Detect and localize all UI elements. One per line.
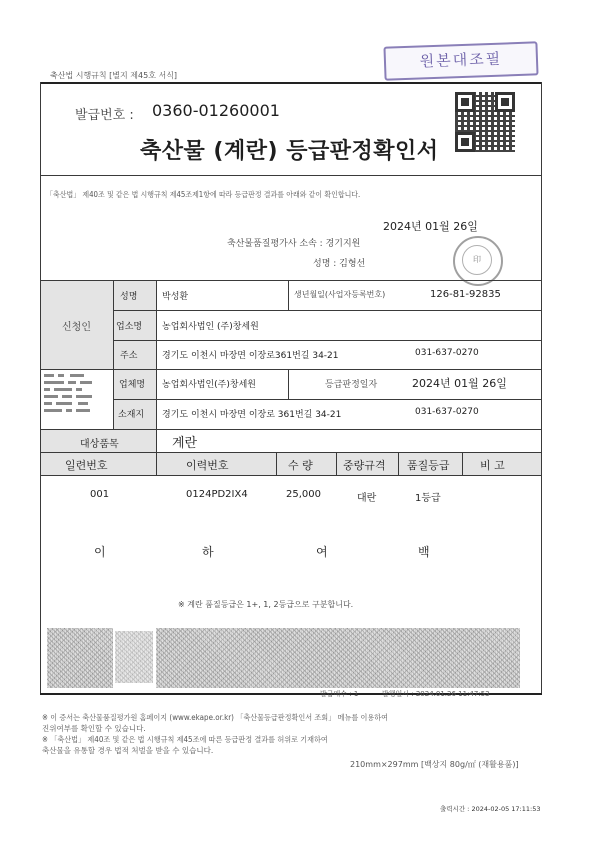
company-value: 농업회사법인 (주)창세원 xyxy=(162,322,259,332)
security-pattern-right xyxy=(156,628,520,688)
facility-location-value: 경기도 이천시 마장면 이장로 361번길 34-21 xyxy=(162,410,342,420)
document-code-graphic xyxy=(42,372,98,416)
applicant-regno-label: 생년월일(사업자등록번호) xyxy=(294,290,386,299)
security-pattern-mid xyxy=(115,631,153,683)
v-field-label xyxy=(156,280,157,429)
applicant-name-value: 박성환 xyxy=(162,292,189,302)
table-header-line xyxy=(40,475,542,476)
cell-quantity: 25,000 xyxy=(286,489,321,500)
frame-top xyxy=(40,82,542,84)
facility-date-value: 2024년 01월 26일 xyxy=(412,377,507,390)
divider-title xyxy=(40,175,542,176)
intro-text: 「축산법」 제40조 및 같은 법 시행규칙 제45조제1항에 따라 등급판정 결과를 아래와 같이 확인합니다. xyxy=(46,190,361,199)
v-target xyxy=(156,429,157,452)
form-header: 축산법 시행규칙 [별지 제45호 서식] xyxy=(50,71,178,80)
cell-grade: 1등급 xyxy=(415,493,441,504)
row-line-1 xyxy=(113,310,542,311)
v-col-4 xyxy=(398,452,399,475)
facility-name-label: 업체명 xyxy=(119,380,146,390)
v-col-3 xyxy=(336,452,337,475)
row-line-4 xyxy=(113,399,542,400)
paper-spec: 210mm×297mm [백상지 80g/㎡ (재활용품)] xyxy=(350,760,519,769)
footer-note-2: 진위여부를 확인할 수 있습니다. xyxy=(42,724,146,733)
applicant-section-label: 신청인 xyxy=(62,322,91,333)
col-header-trace: 이력번호 xyxy=(186,459,229,472)
security-pattern-left xyxy=(47,628,113,688)
cell-serial: 001 xyxy=(90,489,110,500)
target-label: 대상품목 xyxy=(80,439,119,450)
applicant-name-label: 성명 xyxy=(120,292,138,302)
below-marker-4: 백 xyxy=(418,545,430,559)
footer-note-3: ※ 「축산법」 제40조 및 같은 법 시행규칙 제45조에 따른 등급판정 결과를 허위로 기재하여 xyxy=(42,735,328,744)
below-marker-2: 하 xyxy=(202,545,214,559)
grade-note: ※ 계란 품질등급은 1+, 1, 2등급으로 구분합니다. xyxy=(178,600,354,609)
v-applicant-label xyxy=(113,280,114,429)
frame-left xyxy=(40,82,41,694)
v-facility-date xyxy=(288,369,289,399)
v-col-1 xyxy=(156,452,157,475)
facility-location-label: 소재지 xyxy=(118,410,145,420)
pages-count: 발급매수 : 1 xyxy=(320,690,359,698)
issue-timestamp: 발행일시 : 2024.01.26 11:47:53 xyxy=(382,690,490,698)
address-value: 경기도 이천시 마장면 이장로361번길 34-21 xyxy=(162,351,339,361)
issuer-name: 성명 : 김형선 xyxy=(313,259,366,269)
col-header-weight: 중량규격 xyxy=(343,459,386,472)
row-line-2 xyxy=(113,340,542,341)
facility-name-value: 농업회사법인(주)창세원 xyxy=(162,380,256,390)
seal-icon: 印 xyxy=(462,245,492,275)
v-regno xyxy=(288,280,289,310)
footer-note-1: ※ 이 증서는 축산물품질평가원 홈페이지 (www.ekape.or.kr) 「축산물등급판정확인서 조회」 메뉴를 이용하여 xyxy=(42,713,389,722)
v-col-5 xyxy=(462,452,463,475)
below-marker-1: 이 xyxy=(94,545,106,559)
facility-date-label: 등급판정일자 xyxy=(325,380,378,390)
col-header-remarks: 비 고 xyxy=(480,459,505,472)
footer-note-4: 축산물을 유통할 경우 법적 처벌을 받을 수 있습니다. xyxy=(42,746,214,755)
facility-phone: 031-637-0270 xyxy=(415,407,479,417)
address-label: 주소 xyxy=(120,351,138,361)
below-marker-3: 여 xyxy=(316,545,328,559)
col-header-grade: 품질등급 xyxy=(407,459,450,472)
qr-code xyxy=(455,92,515,152)
col-header-quantity: 수 량 xyxy=(288,459,313,472)
issue-date: 2024년 01월 26일 xyxy=(383,220,478,233)
company-label: 업소명 xyxy=(116,322,143,332)
document-title: 축산물 (계란) 등급판정확인서 xyxy=(140,139,439,164)
applicant-regno-value: 126-81-92835 xyxy=(430,289,501,300)
cell-weight: 대란 xyxy=(357,493,377,504)
cell-trace: 0124PD2IX4 xyxy=(186,489,248,500)
original-copy-stamp: 원본대조필 xyxy=(383,41,538,80)
issue-label: 발급번호 : xyxy=(75,108,134,123)
issuer-org: 축산물품질평가사 소속 : 경기지원 xyxy=(227,239,361,249)
official-seal xyxy=(453,236,503,286)
output-timestamp: 출력시간 : 2024-02-05 17:11:53 xyxy=(440,805,541,813)
address-phone: 031-637-0270 xyxy=(415,348,479,358)
issue-number: 0360-01260001 xyxy=(152,101,280,120)
frame-right xyxy=(541,82,542,694)
row-line-3 xyxy=(40,369,542,370)
v-col-2 xyxy=(276,452,277,475)
col-header-serial: 일련번호 xyxy=(65,459,108,472)
target-value: 계란 xyxy=(172,436,198,451)
